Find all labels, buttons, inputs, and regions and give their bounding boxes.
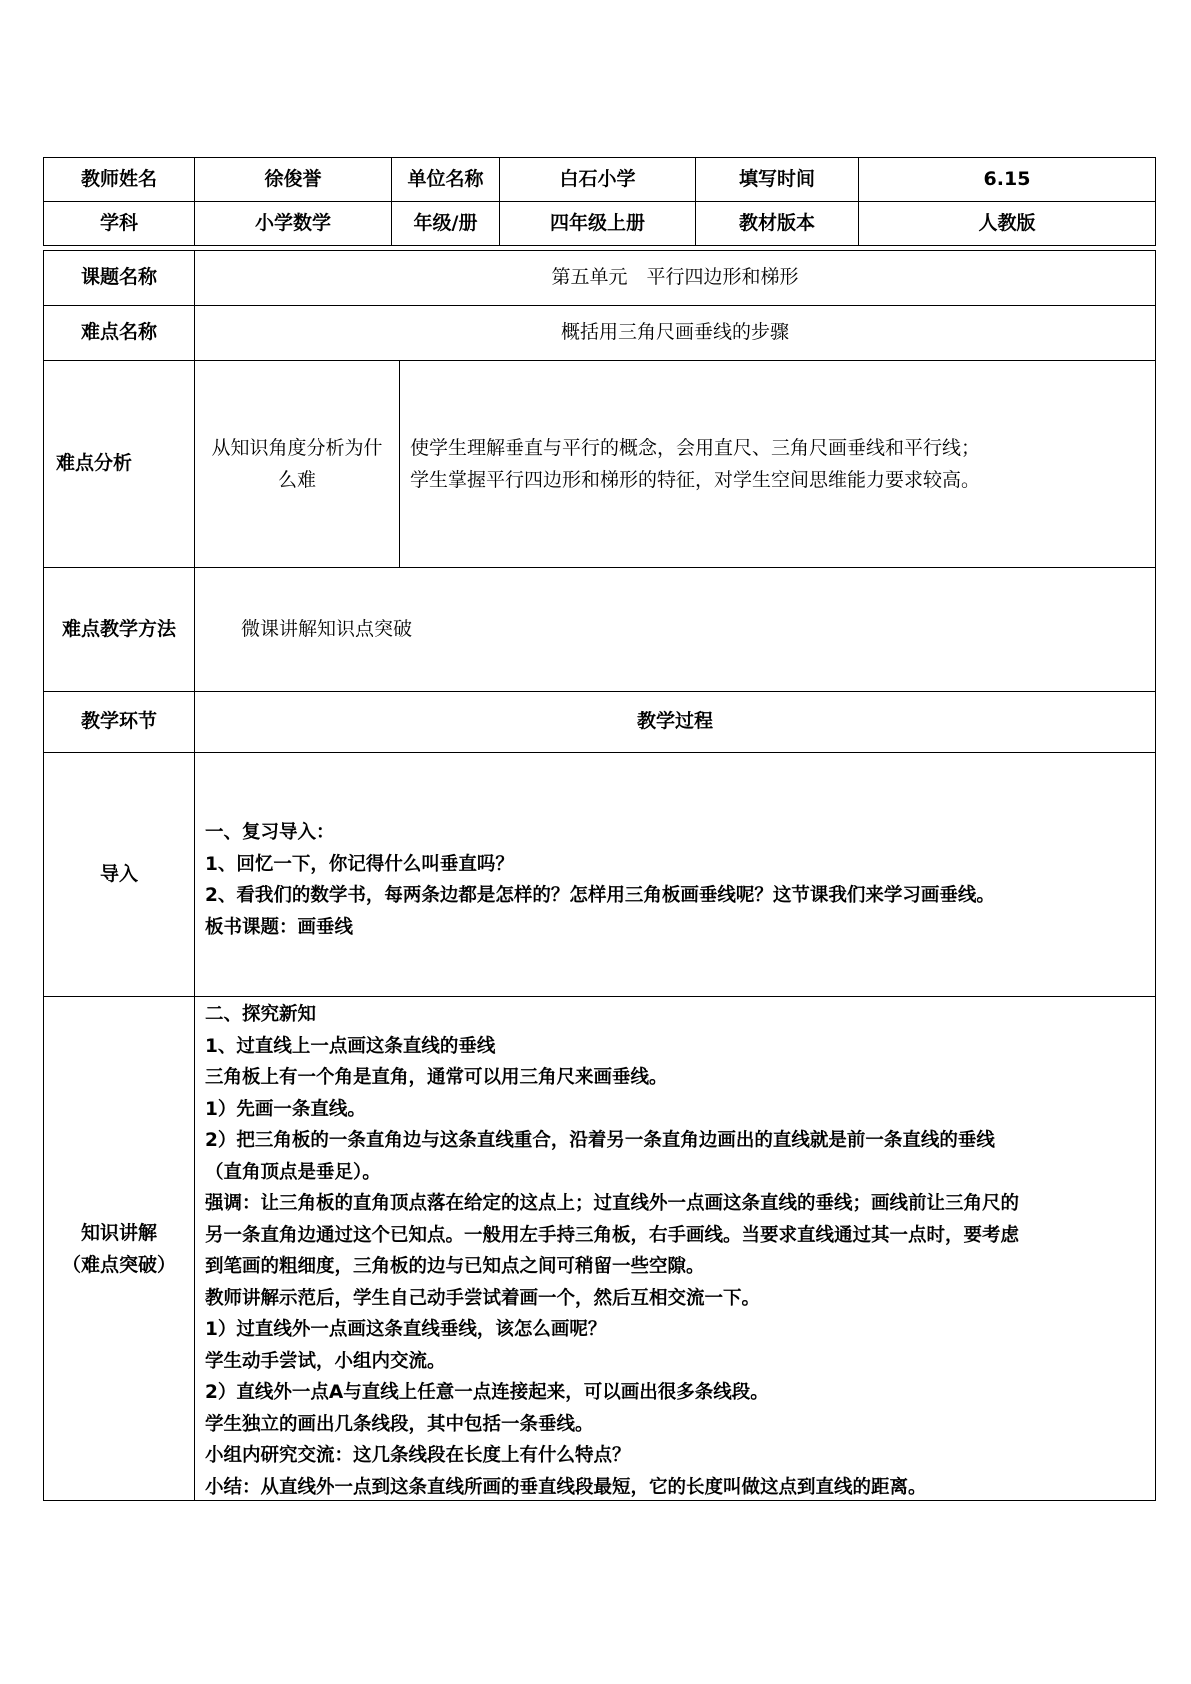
school-label: 单位名称: [391, 157, 500, 202]
topic-value: 第五单元 平行四边形和梯形: [194, 250, 1156, 306]
analysis-label: 难点分析: [43, 360, 195, 568]
knowledge-line: 到笔画的粗细度，三角板的边与已知点之间可稍留一些空隙。: [205, 1256, 705, 1277]
teacher-name-value: 徐俊誉: [194, 157, 392, 202]
knowledge-content: [194, 996, 1156, 1501]
difficulty-label: 难点名称: [43, 305, 195, 361]
knowledge-line: （直角顶点是垂足）。: [205, 1161, 381, 1183]
school-value: 白石小学: [499, 157, 696, 202]
knowledge-line: 1）过直线外一点画这条直线垂线，该怎么画呢？: [205, 1319, 607, 1340]
intro-line: 板书课题：画垂线: [205, 916, 354, 938]
subject-value: 小学数学: [194, 201, 392, 246]
knowledge-line: 三角板上有一个角是直角，通常可以用三角尺来画垂线。: [205, 1067, 668, 1088]
knowledge-line: 强调：让三角板的直角顶点落在给定的这点上；过直线外一点画这条直线的垂线；画线前让三角尺的: [205, 1193, 1020, 1214]
analysis-sub-label: 从知识角度分析为什么难: [194, 360, 400, 568]
process-title: 教学过程: [194, 691, 1156, 753]
date-value: 6.15: [858, 157, 1156, 202]
knowledge-line: 2）把三角板的一条直角边与这条直线重合，沿着另一条直角边画出的直线就是前一条直线的垂线: [205, 1130, 995, 1151]
process-stage-label: 教学环节: [43, 691, 195, 753]
knowledge-line: 学生独立的画出几条线段，其中包括一条垂线。: [205, 1413, 594, 1435]
knowledge-label-line1: 知识讲解: [80, 1221, 157, 1244]
grade-value: 四年级上册: [499, 201, 696, 246]
knowledge-line: 2）直线外一点A与直线上任意一点连接起来，可以画出很多条线段。: [205, 1382, 769, 1403]
teacher-name-label: 教师姓名: [43, 157, 195, 202]
knowledge-line: 教师讲解示范后，学生自己动手尝试着画一个，然后互相交流一下。: [205, 1287, 761, 1309]
knowledge-line: 1）先画一条直线。: [205, 1098, 366, 1120]
knowledge-line: 1、过直线上一点画这条直线的垂线: [205, 1035, 496, 1057]
knowledge-line: 二、探究新知: [205, 1004, 317, 1025]
intro-label: 导入: [43, 752, 195, 997]
grade-label: 年级/册: [391, 201, 500, 246]
intro-line: 1、回忆一下，你记得什么叫垂直吗？: [205, 853, 514, 875]
knowledge-line: 另一条直角边通过这个已知点。一般用左手持三角板，右手画线。当要求直线通过其一点时，要考虑: [205, 1224, 1020, 1246]
edition-value: 人教版: [858, 201, 1156, 246]
intro-line: 2、看我们的数学书，每两条边都是怎样的？怎样用三角板画垂线呢？这节课我们来学习画垂线。: [205, 885, 995, 906]
lesson-plan-table: [43, 157, 1156, 1502]
subject-label: 学科: [43, 201, 195, 246]
topic-label: 课题名称: [43, 250, 195, 306]
intro-content: [194, 752, 1156, 997]
edition-label: 教材版本: [695, 201, 859, 246]
knowledge-label-line2: （难点突破）: [61, 1253, 176, 1276]
analysis-line: 学生掌握平行四边形和梯形的特征，对学生空间思维能力要求较高。: [410, 469, 981, 491]
knowledge-line: 小组内研究交流：这几条线段在长度上有什么特点？: [205, 1445, 631, 1466]
method-value: 微课讲解知识点突破: [194, 567, 1156, 692]
knowledge-label: [43, 996, 195, 1501]
date-label: 填写时间: [695, 157, 859, 202]
knowledge-line: 学生动手尝试，小组内交流。: [205, 1350, 446, 1372]
analysis-line: 使学生理解垂直与平行的概念，会用直尺、三角尺画垂线和平行线；: [410, 437, 981, 459]
difficulty-value: 概括用三角尺画垂线的步骤: [194, 305, 1156, 361]
method-label: 难点教学方法: [43, 567, 195, 692]
knowledge-line: 小结：从直线外一点到这条直线所画的垂直线段最短，它的长度叫做这点到直线的距离。: [205, 1476, 927, 1498]
intro-line: 一、复习导入：: [205, 822, 335, 843]
analysis-content: [399, 360, 1156, 568]
